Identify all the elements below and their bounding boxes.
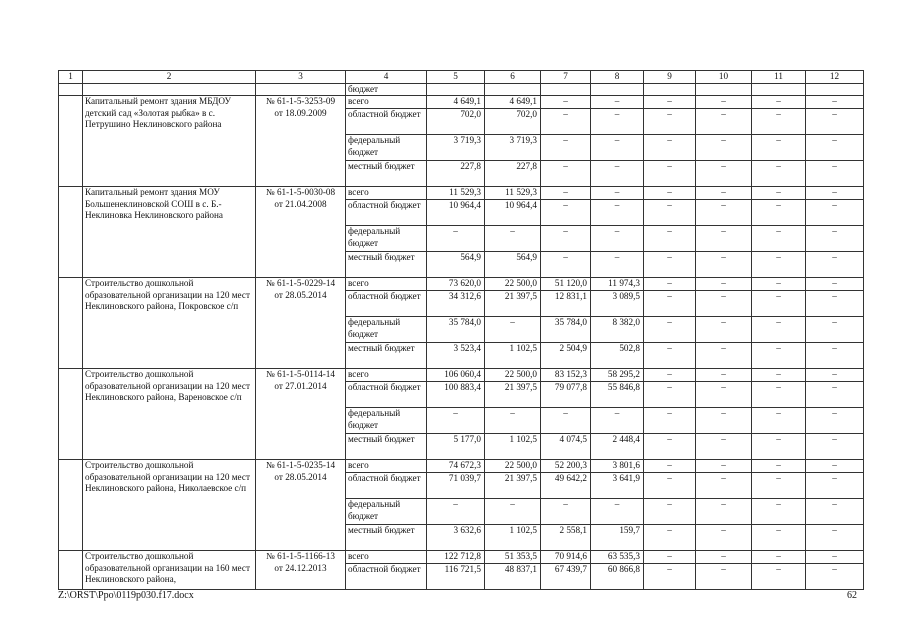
amount-cell: – — [644, 291, 696, 317]
budget-type-cell: бюджет — [346, 83, 427, 96]
amount-cell: – — [485, 499, 541, 525]
amount-cell: – — [591, 200, 644, 226]
amount-cell: – — [696, 226, 752, 252]
budget-type-cell: федеральный бюджет — [346, 408, 427, 434]
amount-cell: – — [591, 252, 644, 278]
amount-cell: – — [644, 252, 696, 278]
amount-cell: – — [752, 408, 806, 434]
amount-cell: 3 641,9 — [591, 473, 644, 499]
column-number-row — [59, 71, 864, 84]
amount-cell: – — [485, 317, 541, 343]
amount-cell: – — [696, 408, 752, 434]
amount-cell: – — [696, 200, 752, 226]
amount-cell: 3 719,3 — [427, 135, 485, 161]
document-number: № 61-1-5-0114-14 — [266, 369, 335, 379]
amount-cell: – — [806, 525, 864, 551]
amount-cell: 22 500,0 — [485, 460, 541, 473]
row-number-cell — [59, 460, 83, 551]
amount-cell: – — [696, 187, 752, 200]
amount-cell: – — [696, 525, 752, 551]
column-number: 4 — [346, 71, 427, 84]
amount-cell: – — [752, 473, 806, 499]
amount-cell: – — [541, 135, 591, 161]
table-row — [59, 278, 864, 291]
amount-cell: – — [806, 291, 864, 317]
amount-cell: – — [644, 135, 696, 161]
table-row — [59, 460, 864, 473]
amount-cell: – — [696, 564, 752, 590]
object-name-cell: Строительство дошкольной образовательной организации на 120 мест Неклиновского района, Покровское с/п — [83, 278, 256, 369]
amount-cell: 2 448,4 — [591, 434, 644, 460]
amount-cell: – — [591, 96, 644, 109]
amount-cell: – — [644, 317, 696, 343]
amount-cell: 1 102,5 — [485, 343, 541, 369]
object-name-cell: Капитальный ремонт здания МОУ Большенеклиновской СОШ в с. Б.-Неклиновка Неклиновского района — [83, 187, 256, 278]
amount-cell: – — [806, 460, 864, 473]
amount-cell: – — [752, 460, 806, 473]
amount-cell: 5 177,0 — [427, 434, 485, 460]
budget-type-cell: всего — [346, 96, 427, 109]
amount-cell: – — [806, 109, 864, 135]
amount-cell: – — [696, 252, 752, 278]
amount-cell: – — [485, 408, 541, 434]
amount-cell: 122 712,8 — [427, 551, 485, 564]
document-date: от 24.12.2013 — [274, 562, 327, 573]
amount-cell: – — [591, 408, 644, 434]
document-cell — [256, 96, 346, 187]
document-date: от 28.05.2014 — [274, 471, 327, 482]
amount-cell: – — [644, 369, 696, 382]
amount-cell: – — [644, 278, 696, 291]
amount-cell: – — [591, 161, 644, 187]
object-name-cell: Капитальный ремонт здания МБДОУ детский сад «Золотая рыбка» в с. Петрушино Неклиновского района — [83, 96, 256, 187]
amount-cell: – — [427, 226, 485, 252]
amount-cell: 73 620,0 — [427, 278, 485, 291]
column-number: 6 — [485, 71, 541, 84]
column-number: 5 — [427, 71, 485, 84]
amount-cell: – — [696, 96, 752, 109]
table-row — [59, 96, 864, 109]
amount-cell: – — [752, 564, 806, 590]
amount-cell: – — [806, 564, 864, 590]
amount-cell: 11 529,3 — [485, 187, 541, 200]
row-number-cell — [59, 96, 83, 187]
amount-cell: 79 077,8 — [541, 382, 591, 408]
amount-cell: 502,8 — [591, 343, 644, 369]
amount-cell: 21 397,5 — [485, 473, 541, 499]
amount-cell: – — [696, 278, 752, 291]
budget-type-cell: областной бюджет — [346, 291, 427, 317]
amount-cell: – — [806, 226, 864, 252]
amount-cell: 564,9 — [427, 252, 485, 278]
amount-cell: – — [541, 161, 591, 187]
amount-cell: 52 200,3 — [541, 460, 591, 473]
amount-cell: – — [485, 226, 541, 252]
amount-cell: – — [752, 135, 806, 161]
amount-cell: 159,7 — [591, 525, 644, 551]
budget-type-cell: федеральный бюджет — [346, 135, 427, 161]
amount-cell: – — [752, 187, 806, 200]
amount-cell: 116 721,5 — [427, 564, 485, 590]
amount-cell: – — [644, 343, 696, 369]
amount-cell: – — [696, 499, 752, 525]
table-row — [59, 369, 864, 382]
amount-cell: 51 120,0 — [541, 278, 591, 291]
budget-type-cell: областной бюджет — [346, 382, 427, 408]
budget-type-cell: областной бюджет — [346, 109, 427, 135]
amount-cell: – — [752, 96, 806, 109]
column-number: 12 — [806, 71, 864, 84]
footer-page-number: 62 — [847, 590, 857, 601]
amount-cell: – — [806, 135, 864, 161]
document-cell — [256, 369, 346, 460]
amount-cell: – — [696, 343, 752, 369]
amount-cell: – — [696, 460, 752, 473]
amount-cell: – — [644, 525, 696, 551]
amount-cell: 702,0 — [427, 109, 485, 135]
amount-cell: 22 500,0 — [485, 369, 541, 382]
amount-cell: – — [752, 317, 806, 343]
amount-cell: 10 964,4 — [485, 200, 541, 226]
budget-type-cell: областной бюджет — [346, 473, 427, 499]
continuation-row — [59, 83, 864, 96]
budget-table-body — [59, 71, 864, 590]
amount-cell: 2 504,9 — [541, 343, 591, 369]
amount-cell: 21 397,5 — [485, 291, 541, 317]
column-number: 8 — [591, 71, 644, 84]
budget-type-cell: федеральный бюджет — [346, 226, 427, 252]
amount-cell: – — [541, 408, 591, 434]
amount-cell: 83 152,3 — [541, 369, 591, 382]
amount-cell: 227,8 — [485, 161, 541, 187]
column-number: 10 — [696, 71, 752, 84]
budget-type-cell: местный бюджет — [346, 343, 427, 369]
amount-cell: 4 649,1 — [427, 96, 485, 109]
budget-type-cell: областной бюджет — [346, 564, 427, 590]
amount-cell: – — [752, 525, 806, 551]
amount-cell: – — [696, 434, 752, 460]
amount-cell: – — [806, 161, 864, 187]
amount-cell: – — [591, 109, 644, 135]
amount-cell: – — [752, 252, 806, 278]
amount-cell: 1 102,5 — [485, 525, 541, 551]
amount-cell: – — [541, 499, 591, 525]
amount-cell: – — [644, 408, 696, 434]
document-date: от 21.04.2008 — [274, 198, 327, 209]
budget-type-cell: областной бюджет — [346, 200, 427, 226]
amount-cell: 3 523,4 — [427, 343, 485, 369]
amount-cell: – — [644, 226, 696, 252]
amount-cell: – — [644, 96, 696, 109]
amount-cell: – — [541, 226, 591, 252]
column-number: 1 — [59, 71, 83, 84]
amount-cell: 11 974,3 — [591, 278, 644, 291]
amount-cell: 48 837,1 — [485, 564, 541, 590]
column-number: 11 — [752, 71, 806, 84]
amount-cell: – — [752, 499, 806, 525]
amount-cell: 74 672,3 — [427, 460, 485, 473]
amount-cell: – — [752, 382, 806, 408]
object-name-cell: Строительство дошкольной образовательной организации на 160 мест Неклиновского района, — [83, 551, 256, 590]
amount-cell: – — [696, 161, 752, 187]
amount-cell: – — [644, 460, 696, 473]
amount-cell: – — [752, 161, 806, 187]
amount-cell: – — [644, 187, 696, 200]
amount-cell: 55 846,8 — [591, 382, 644, 408]
document-date: от 18.09.2009 — [274, 107, 327, 118]
amount-cell: – — [752, 434, 806, 460]
amount-cell: – — [427, 499, 485, 525]
amount-cell: – — [806, 317, 864, 343]
row-number-cell — [59, 369, 83, 460]
amount-cell: 35 784,0 — [427, 317, 485, 343]
document-number: № 61-1-5-1166-13 — [266, 551, 335, 561]
object-name-cell: Строительство дошкольной образовательной организации на 120 мест Неклиновского района, Вареновское с/п — [83, 369, 256, 460]
budget-table — [58, 70, 864, 590]
budget-type-cell: местный бюджет — [346, 434, 427, 460]
column-number: 7 — [541, 71, 591, 84]
amount-cell: 12 831,1 — [541, 291, 591, 317]
amount-cell: 58 295,2 — [591, 369, 644, 382]
amount-cell: – — [696, 473, 752, 499]
amount-cell: 11 529,3 — [427, 187, 485, 200]
amount-cell: – — [644, 551, 696, 564]
amount-cell: – — [696, 382, 752, 408]
budget-type-cell: местный бюджет — [346, 252, 427, 278]
amount-cell: – — [696, 135, 752, 161]
amount-cell: – — [696, 291, 752, 317]
amount-cell: – — [541, 96, 591, 109]
amount-cell: – — [806, 499, 864, 525]
amount-cell: – — [427, 408, 485, 434]
amount-cell: – — [644, 109, 696, 135]
column-number: 9 — [644, 71, 696, 84]
amount-cell: – — [541, 200, 591, 226]
amount-cell: 22 500,0 — [485, 278, 541, 291]
amount-cell: 100 883,4 — [427, 382, 485, 408]
amount-cell: – — [591, 226, 644, 252]
amount-cell: – — [752, 226, 806, 252]
budget-type-cell: федеральный бюджет — [346, 317, 427, 343]
table-row — [59, 551, 864, 564]
document-cell — [256, 460, 346, 551]
amount-cell: 34 312,6 — [427, 291, 485, 317]
amount-cell: – — [806, 434, 864, 460]
amount-cell: 21 397,5 — [485, 382, 541, 408]
amount-cell: – — [806, 252, 864, 278]
budget-type-cell: федеральный бюджет — [346, 499, 427, 525]
amount-cell: – — [696, 317, 752, 343]
amount-cell: – — [644, 564, 696, 590]
amount-cell: – — [644, 499, 696, 525]
amount-cell: 49 642,2 — [541, 473, 591, 499]
column-number: 3 — [256, 71, 346, 84]
row-number-cell — [59, 278, 83, 369]
amount-cell: – — [806, 278, 864, 291]
budget-type-cell: местный бюджет — [346, 161, 427, 187]
amount-cell: – — [752, 278, 806, 291]
amount-cell: 3 719,3 — [485, 135, 541, 161]
amount-cell: 63 535,3 — [591, 551, 644, 564]
amount-cell: 51 353,5 — [485, 551, 541, 564]
amount-cell: – — [806, 187, 864, 200]
column-number: 2 — [83, 71, 256, 84]
amount-cell: – — [752, 343, 806, 369]
amount-cell: – — [752, 109, 806, 135]
amount-cell: – — [806, 369, 864, 382]
amount-cell: 564,9 — [485, 252, 541, 278]
amount-cell: – — [806, 96, 864, 109]
document-number: № 61-1-5-0229-14 — [265, 278, 336, 288]
amount-cell: – — [752, 369, 806, 382]
budget-type-cell: всего — [346, 369, 427, 382]
amount-cell: – — [591, 187, 644, 200]
amount-cell: 60 866,8 — [591, 564, 644, 590]
amount-cell: – — [806, 551, 864, 564]
amount-cell: – — [541, 252, 591, 278]
amount-cell: 35 784,0 — [541, 317, 591, 343]
amount-cell: 106 060,4 — [427, 369, 485, 382]
amount-cell: 4 074,5 — [541, 434, 591, 460]
amount-cell: 67 439,7 — [541, 564, 591, 590]
budget-type-cell: всего — [346, 551, 427, 564]
amount-cell: – — [644, 473, 696, 499]
budget-type-cell: всего — [346, 187, 427, 200]
amount-cell: – — [541, 187, 591, 200]
amount-cell: – — [806, 473, 864, 499]
amount-cell: – — [806, 200, 864, 226]
amount-cell: – — [591, 499, 644, 525]
amount-cell: 2 558,1 — [541, 525, 591, 551]
amount-cell: 71 039,7 — [427, 473, 485, 499]
amount-cell: – — [806, 343, 864, 369]
amount-cell: – — [541, 109, 591, 135]
budget-type-cell: местный бюджет — [346, 525, 427, 551]
amount-cell: – — [696, 551, 752, 564]
amount-cell: 10 964,4 — [427, 200, 485, 226]
amount-cell: – — [591, 135, 644, 161]
amount-cell: – — [752, 291, 806, 317]
amount-cell: – — [644, 200, 696, 226]
table-row — [59, 187, 864, 200]
amount-cell: 227,8 — [427, 161, 485, 187]
document-number: № 61-1-5-0235-14 — [265, 460, 336, 470]
document-date: от 27.01.2014 — [274, 380, 327, 391]
amount-cell: – — [696, 369, 752, 382]
amount-cell: 1 102,5 — [485, 434, 541, 460]
amount-cell: – — [696, 109, 752, 135]
amount-cell: – — [806, 382, 864, 408]
budget-type-cell: всего — [346, 278, 427, 291]
amount-cell: 3 089,5 — [591, 291, 644, 317]
budget-type-cell: всего — [346, 460, 427, 473]
document-number: № 61-1-5-0030-08 — [265, 187, 336, 197]
amount-cell: – — [644, 161, 696, 187]
row-number-cell — [59, 551, 83, 590]
document-cell — [256, 551, 346, 590]
amount-cell: 4 649,1 — [485, 96, 541, 109]
amount-cell: – — [752, 200, 806, 226]
document-cell — [256, 187, 346, 278]
amount-cell: 702,0 — [485, 109, 541, 135]
amount-cell: 70 914,6 — [541, 551, 591, 564]
amount-cell: 3 632,6 — [427, 525, 485, 551]
amount-cell: – — [806, 408, 864, 434]
document-number: № 61-1-5-3253-09 — [265, 96, 336, 106]
amount-cell: 8 382,0 — [591, 317, 644, 343]
amount-cell: – — [644, 434, 696, 460]
amount-cell: 3 801,6 — [591, 460, 644, 473]
row-number-cell — [59, 187, 83, 278]
amount-cell: – — [644, 382, 696, 408]
budget-table-page — [58, 70, 863, 590]
document-date: от 28.05.2014 — [274, 289, 327, 300]
object-name-cell: Строительство дошкольной образовательной организации на 120 мест Неклиновского района, Николаевское с/п — [83, 460, 256, 551]
amount-cell: – — [752, 551, 806, 564]
document-cell — [256, 278, 346, 369]
footer-file-path: Z:\ORST\Ppo\0119p030.f17.docx — [58, 590, 194, 601]
